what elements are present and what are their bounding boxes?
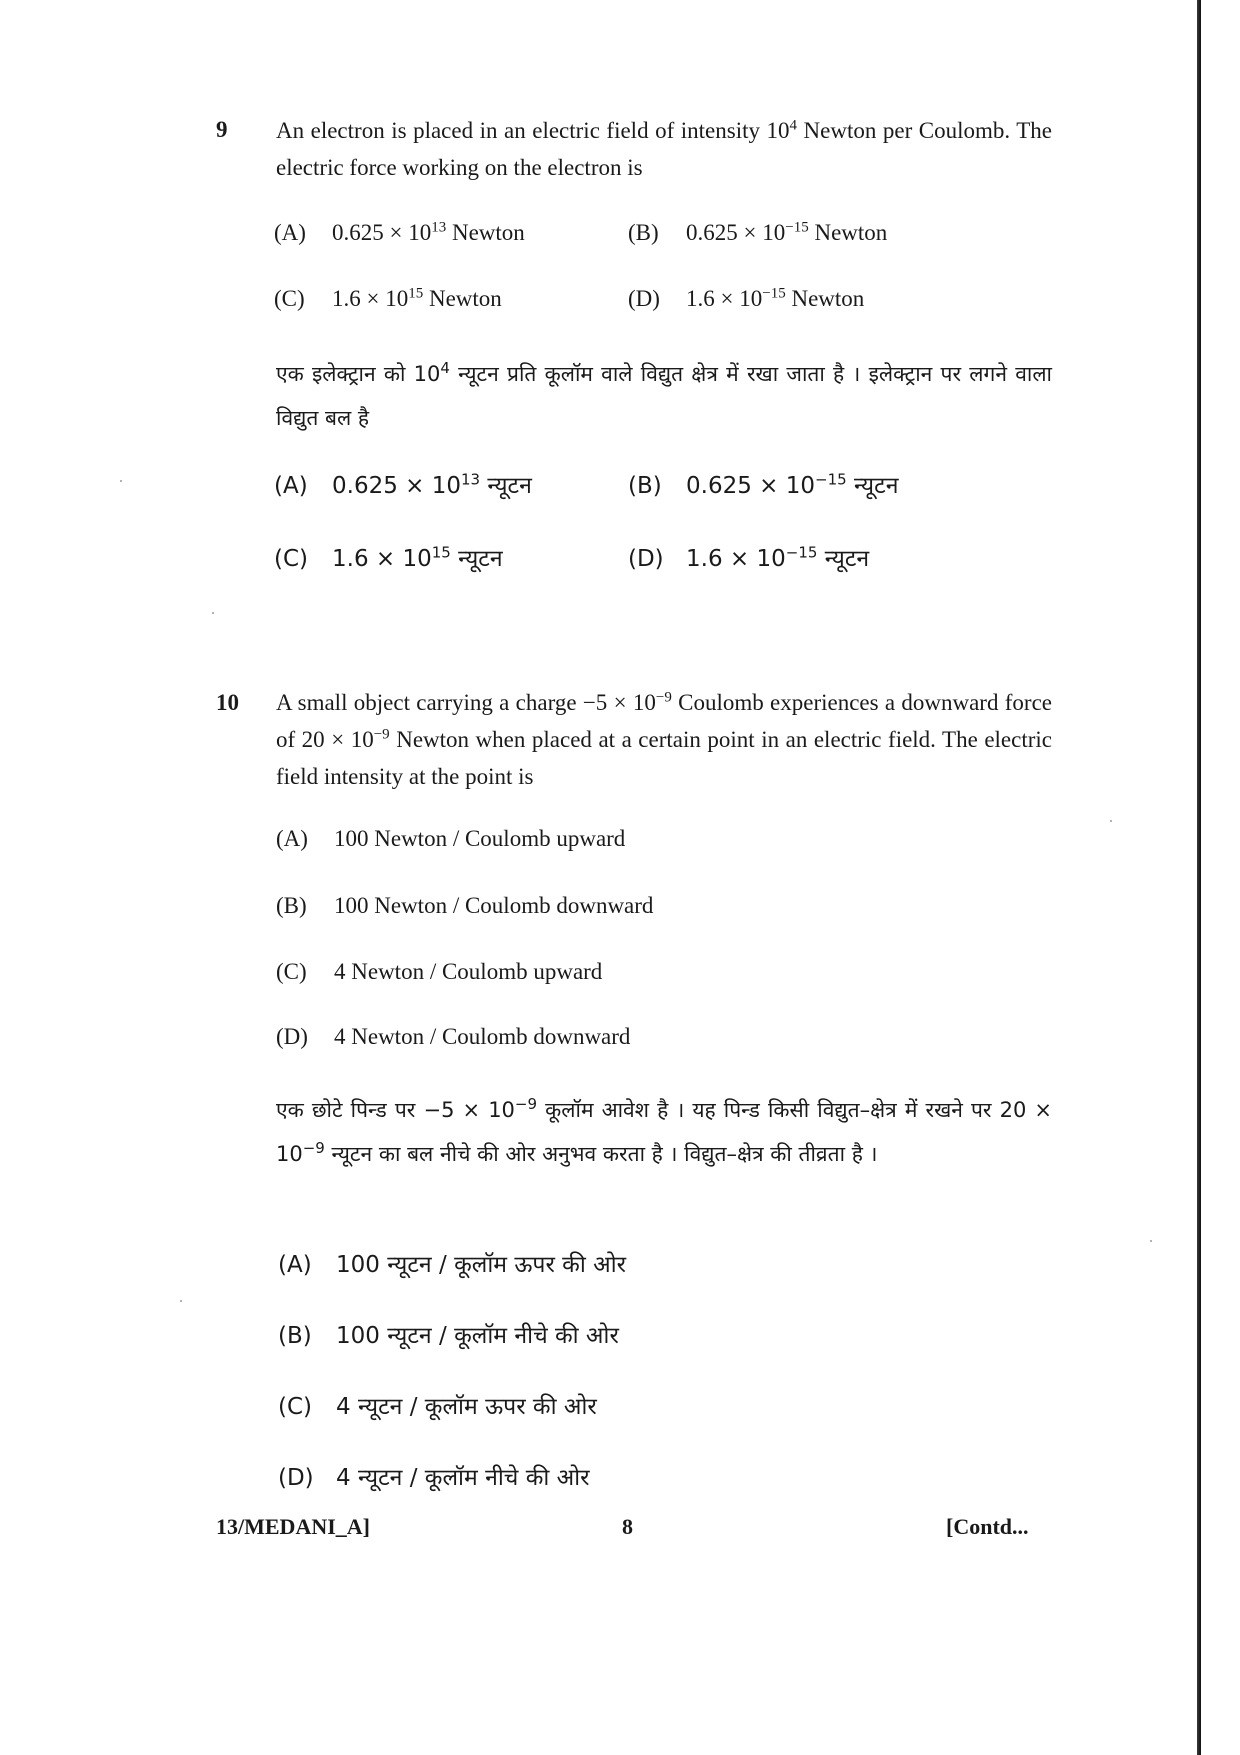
page-edge — [1197, 0, 1201, 1755]
q10-hi-option-d: (D) 4 न्यूटन / कूलॉम नीचे की ओर — [278, 1465, 590, 1491]
question-9-stem-hi: एक इलेक्ट्रान को $10^4$ न्यूटन प्रति कूलॉम वाले विद्युत क्षेत्र में रखा जाता है । इलेक्ट्रान पर लगने वाला विद्युत बल है — [276, 359, 1052, 430]
question-10-number: 10 — [216, 690, 239, 715]
question-9-number: 9 — [216, 117, 228, 142]
q10-en-option-a: (A) 100 Newton / Coulomb upward — [276, 826, 626, 851]
q9-hi-option-a: (A) $0.625 \times 10^{13}$ न्यूटन — [274, 470, 532, 499]
scan-speck — [1150, 1240, 1152, 1242]
q10-hi-option-a: (A) 100 न्यूटन / कूलॉम ऊपर की ओर — [278, 1252, 627, 1278]
q9-hi-option-b: (B) $0.625 \times 10^{-15}$ न्यूटन — [628, 470, 899, 499]
q9-en-option-a: (A) $0.625 \times 10^{13}$ Newton — [274, 219, 525, 245]
question-10-stem-en: A small object carrying a charge $-5 \times 10^{-9}$ Coulomb experiences a downward force of $20 \times 10^{-9}$ Newton when placed at a certain point in an electric field. The electric field intensity at the point is — [276, 689, 1052, 789]
q9-hi-option-c: (C) $1.6 \times 10^{15}$ न्यूटन — [274, 543, 503, 572]
paper-code: 13/MEDANI_A] — [216, 1514, 370, 1539]
q9-en-option-d: (D) $1.6 \times 10^{-15}$ Newton — [628, 285, 865, 311]
scan-speck — [180, 1300, 182, 1302]
page-number: 8 — [622, 1514, 633, 1539]
q10-en-option-d: (D) 4 Newton / Coulomb downward — [276, 1024, 631, 1049]
question-9-stem-en: An electron is placed in an electric field of intensity $10^4$ Newton per Coulomb. The electric force working on the electron is — [276, 117, 1052, 180]
q9-hi-option-d: (D) $1.6 \times 10^{-15}$ न्यूटन — [628, 543, 870, 572]
q10-en-option-c: (C) 4 Newton / Coulomb upward — [276, 959, 603, 984]
q9-en-option-b: (B) $0.625 \times 10^{-15}$ Newton — [628, 219, 888, 245]
q10-hi-option-c: (C) 4 न्यूटन / कूलॉम ऊपर की ओर — [278, 1394, 597, 1420]
q9-en-option-c: (C) $1.6 \times 10^{15}$ Newton — [274, 285, 502, 311]
question-10-stem-hi: एक छोटे पिन्ड पर $-5 \times 10^{-9}$ कूलॉम आवेश है । यह पिन्ड किसी विद्युत–क्षेत्र में रखने पर $20 \times 10^{-9}$ न्यूटन का बल नीचे की ओर अनुभव करता है । विद्युत–क्षेत्र की तीव्रता है । — [276, 1095, 1052, 1166]
scan-speck — [120, 480, 122, 482]
q10-en-option-b: (B) 100 Newton / Coulomb downward — [276, 893, 654, 918]
q10-hi-option-b: (B) 100 न्यूटन / कूलॉम नीचे की ओर — [278, 1323, 619, 1349]
continued-marker: [Contd... — [946, 1514, 1029, 1539]
scan-speck — [212, 612, 214, 614]
scan-speck — [1110, 820, 1112, 822]
